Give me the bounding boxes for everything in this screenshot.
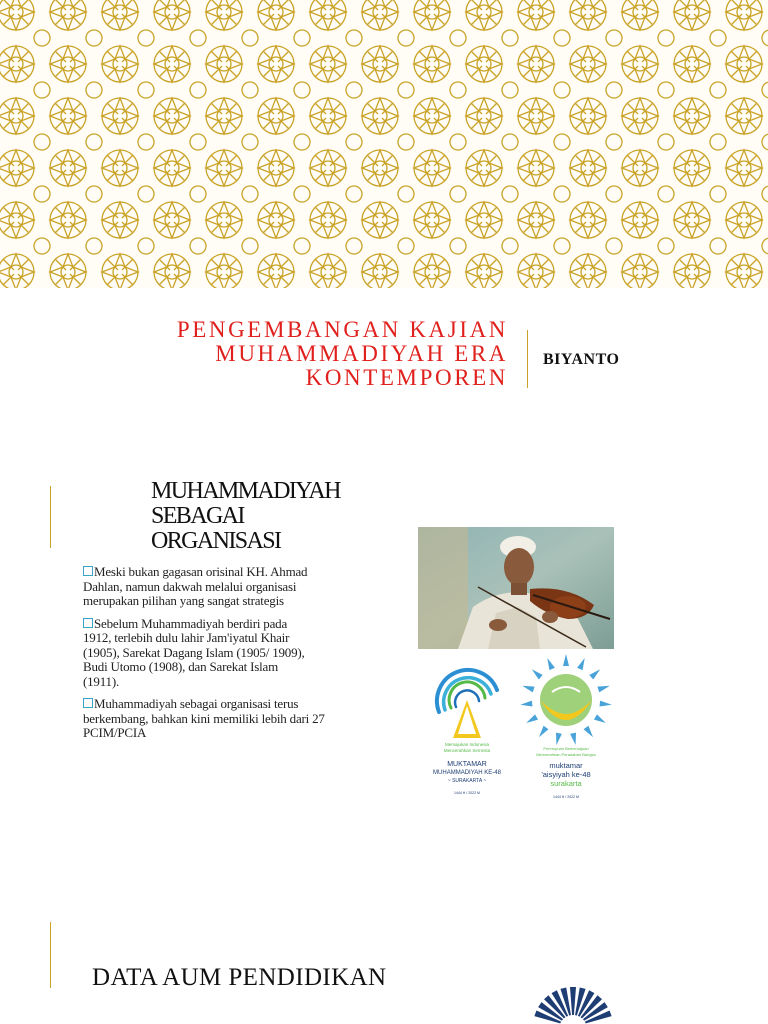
checkbox-bullet-icon	[83, 698, 93, 708]
logo-right-tagline-1: Perempuan Berkemajuan	[543, 746, 589, 751]
logo-left-name-1: MUKTAMAR	[447, 761, 487, 768]
title-line-1: PENGEMBANGAN KAJIAN	[176, 317, 508, 342]
title-line-3: KONTEMPOREN	[305, 365, 508, 390]
checkbox-bullet-icon	[83, 618, 93, 628]
title-line-2: MUHAMMADIYAH ERA	[215, 341, 508, 366]
heading-line-3: ORGANISASI	[151, 528, 281, 554]
logo-left-tagline-2: Mencerahkan Semesta	[443, 748, 491, 753]
bullet-item: Sebelum Muhammadiyah berdiri pada 1912, terlebih dulu lahir Jam'iyatul Khair (1905), Sarekat Dagang Islam (1905/ 1909), Budi Utomo (1908), dan Sarekat Islam (1911).	[83, 615, 305, 689]
sun-rays-icon	[498, 985, 648, 1024]
logo-left-city: ~ SURAKARTA ~	[447, 778, 487, 784]
muktamar-muhammadiyah-logo	[425, 652, 509, 822]
slide2-heading	[151, 479, 340, 554]
geometric-pattern-banner	[0, 0, 768, 288]
logo-right-name-2: 'aisyiyah ke-48	[541, 770, 591, 779]
aisyiyah-emblem-icon	[518, 652, 614, 822]
violinist-illustration	[418, 527, 614, 649]
violinist-painting	[418, 527, 614, 649]
checkbox-bullet-icon	[83, 566, 93, 576]
logo-left-tagline-1: Memajukan Indonesia	[444, 742, 490, 747]
title-divider	[527, 330, 528, 388]
heading-line-2: SEBAGAI	[151, 503, 244, 529]
author-name: BIYANTO	[543, 351, 620, 368]
slide2-accent-line	[50, 486, 51, 548]
pattern-graphic	[0, 0, 768, 288]
slide1-title	[100, 318, 508, 390]
muhammadiyah-emblem-icon	[425, 652, 509, 822]
logo-right-name-1: muktamar	[549, 761, 583, 770]
bullet-item: Muhammadiyah sebagai organisasi terus berkembang, bahkan kini memiliki lebih dari 27 PCIM/PCIA	[83, 696, 325, 740]
logo-right-tagline-2: Mencerahkan Peradaban Bangsa	[536, 752, 596, 757]
heading-line-1: MUHAMMADIYAH	[151, 478, 340, 504]
slide3-heading: DATA AUM PENDIDIKAN	[92, 964, 387, 991]
slide3-accent-line	[50, 922, 51, 988]
muhammadiyah-sun-logo-partial	[498, 985, 648, 1024]
logo-left-date: 1444 H / 2022 M	[454, 791, 480, 795]
logo-left-name-2: MUHAMMADIYAH KE-48	[433, 770, 501, 776]
bullet-list	[83, 565, 383, 749]
logo-right-city: surakarta	[550, 779, 582, 788]
bullet-item: Meski bukan gagasan orisinal KH. Ahmad Dahlan, namun dakwah melalui organisasi merupakan pilihan yang sangat strategis	[83, 564, 308, 608]
logo-right-date: 1444 H / 2022 M	[553, 795, 579, 799]
muktamar-aisyiyah-logo	[518, 652, 614, 822]
